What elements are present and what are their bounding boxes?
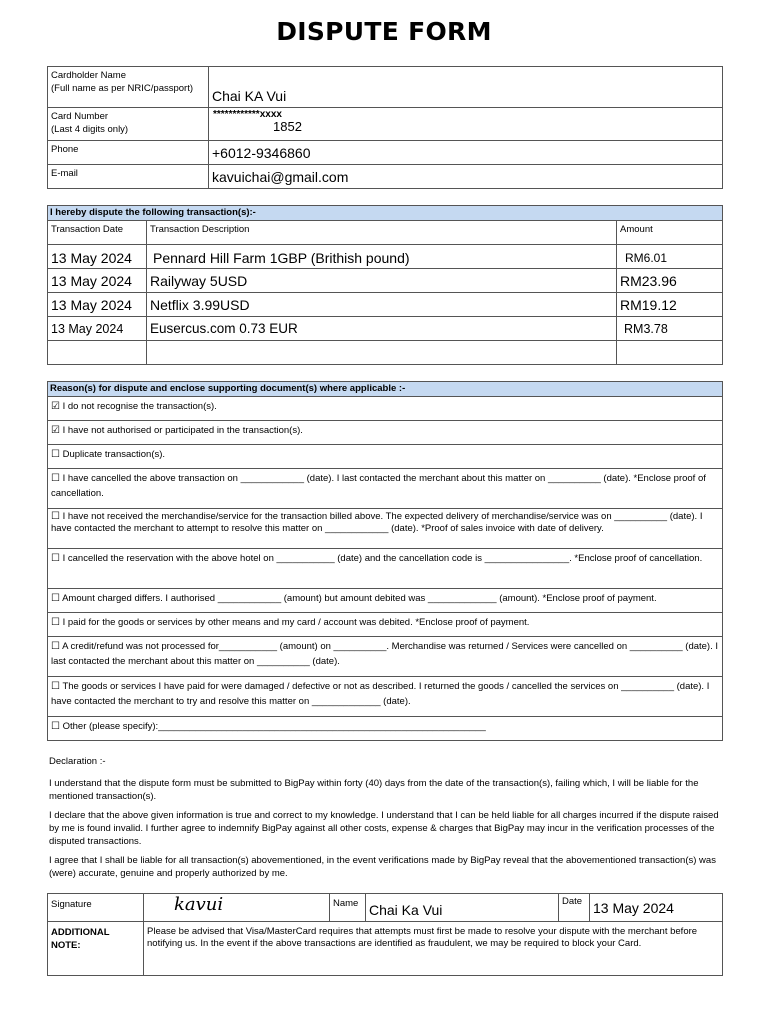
table-row (48, 341, 723, 365)
txn-desc[interactable]: Netflix 3.99USD (147, 293, 617, 317)
checkbox-icon[interactable]: ☐ (51, 593, 60, 604)
col-desc-header: Transaction Description (147, 221, 617, 245)
checkbox-icon[interactable]: ☐ (51, 473, 60, 484)
date-field[interactable]: 13 May 2024 (590, 894, 723, 922)
reasons-table (47, 381, 723, 741)
txn-desc[interactable]: Pennard Hill Farm 1GBP (Brithish pound) (147, 245, 617, 269)
txn-date[interactable]: 13 May 2024 (48, 269, 147, 293)
table-row (48, 293, 723, 317)
txn-amount[interactable]: RM23.96 (617, 269, 723, 293)
table-row (48, 245, 723, 269)
name-field[interactable]: Chai Ka Vui (366, 894, 559, 922)
reason-item[interactable]: ☐ The goods or services I have paid for were damaged / defective or not as described. I returned the goods / cancelled the services on __________ (date). I have contacted the merchant to try and resolve this matter on _____________ (date). (48, 677, 723, 717)
checkbox-icon[interactable]: ☐ (51, 449, 60, 460)
checkbox-icon[interactable]: ☐ (51, 617, 60, 628)
signature-table (47, 893, 723, 976)
col-amount-header: Amount (617, 221, 723, 245)
txn-date[interactable] (48, 341, 147, 365)
txn-date[interactable]: 13 May 2024 (48, 293, 147, 317)
phone-field[interactable]: +6012-9346860 (209, 141, 723, 165)
txn-desc[interactable]: Eusercus.com 0.73 EUR (147, 317, 617, 341)
table-row (48, 317, 723, 341)
reason-item[interactable]: ☐ I cancelled the reservation with the above hotel on ___________ (date) and the cancellation code is ________________. *Enclose proof of cancellation. (48, 549, 723, 589)
reason-item[interactable]: ☐ I have not received the merchandise/service for the transaction billed above. The expected delivery of merchandise/service was on __________ (date). I have contacted the merchant to attempt to resolve this matter on ____________ (date). *Proof of sales invoice with date of delivery. (48, 509, 723, 549)
card-number-label: Card Number (Last 4 digits only) (48, 108, 209, 141)
reason-item[interactable]: ☐ Amount charged differs. I authorised ____________ (amount) but amount debited was _____________ (amount). *Enclose proof of payment. (48, 589, 723, 613)
email-field[interactable]: kavuichai@gmail.com (209, 165, 723, 189)
declaration (49, 755, 721, 886)
reason-item[interactable]: ☐ I have cancelled the above transaction on ____________ (date). I last contacted the merchant about this matter on __________ (date). *Enclose proof of cancellation. (48, 469, 723, 509)
txn-desc[interactable]: Railyway 5USD (147, 269, 617, 293)
col-date-header: Transaction Date (48, 221, 147, 245)
checkbox-icon[interactable]: ☐ (51, 641, 60, 652)
declaration-paragraph: I agree that I shall be liable for all transaction(s) abovementioned, in the event verifications made by BigPay reveal that the abovementioned transaction(s) was (were) accurate, genuine and properly authorized by me. (49, 855, 716, 879)
txn-date[interactable]: 13 May 2024 (48, 317, 147, 341)
txn-date[interactable]: 13 May 2024 (48, 245, 147, 269)
reason-item[interactable]: ☐ I paid for the goods or services by other means and my card / account was debited. *Enclose proof of payment. (48, 613, 723, 637)
reason-item[interactable]: ☑ I do not recognise the transaction(s). (48, 397, 723, 421)
signature-image: kavui (174, 894, 224, 915)
declaration-paragraph: I understand that the dispute form must be submitted to BigPay within forty (40) days from the date of the transaction(s), failing which, I will be liable for the mentioned transaction(s). (49, 778, 699, 802)
name-label: Name (330, 894, 366, 922)
declaration-heading: Declaration :- (49, 756, 106, 767)
reasons-header: Reason(s) for dispute and enclose supporting document(s) where applicable :- (48, 382, 723, 397)
cardholder-name-field[interactable]: Chai KA Vui (209, 67, 723, 108)
txn-desc[interactable] (147, 341, 617, 365)
page-title: DISPUTE FORM (276, 17, 492, 46)
checkbox-icon[interactable]: ☐ (51, 553, 60, 564)
additional-note-text: Please be advised that Visa/MasterCard requires that attempts must first be made to resolve your dispute with the merchant before notifying us. In the event if the above transactions are identified as fraudulent, we may be required to block your Card. (144, 922, 723, 976)
checkbox-icon[interactable]: ☐ (51, 511, 60, 522)
checkbox-icon[interactable]: ☐ (51, 681, 60, 692)
reason-item[interactable]: ☑ I have not authorised or participated in the transaction(s). (48, 421, 723, 445)
txn-amount[interactable] (617, 341, 723, 365)
reason-item[interactable]: ☐ A credit/refund was not processed for___________ (amount) on __________. Merchandise was returned / Services were cancelled on __________ (date). I last contacted the merchant about this matter on __________ (date). (48, 637, 723, 677)
phone-label: Phone (48, 141, 209, 165)
txn-amount[interactable]: RM19.12 (617, 293, 723, 317)
table-row (48, 269, 723, 293)
txn-amount[interactable]: RM6.01 (617, 245, 723, 269)
additional-note-label: ADDITIONAL NOTE: (48, 922, 144, 976)
date-label: Date (559, 894, 590, 922)
transactions-header: I hereby dispute the following transaction(s):- (48, 206, 723, 221)
transactions-table (47, 205, 723, 365)
txn-amount[interactable]: RM3.78 (617, 317, 723, 341)
reason-item[interactable]: ☐ Other (please specify):______________________________________________________________ (48, 717, 723, 741)
cardholder-table (47, 66, 723, 189)
cardholder-name-label: Cardholder Name (Full name as per NRIC/passport) (48, 67, 209, 108)
declaration-paragraph: I declare that the above given information is true and correct to my knowledge. I understand that I can be held liable for all charges incurred if the dispute raised by me is found invalid. I further agree to indemnify BigPay against all other costs, expense & charges that BigPay may incur in the verification processes of the disputed transactions. (49, 810, 719, 847)
checkbox-icon[interactable]: ☐ (51, 721, 60, 732)
checkbox-checked-icon[interactable]: ☑ (51, 425, 60, 436)
card-number-field[interactable]: ************xxxx 1852 (209, 108, 723, 141)
email-label: E-mail (48, 165, 209, 189)
reason-item[interactable]: ☐ Duplicate transaction(s). (48, 445, 723, 469)
signature-label: Signature (48, 894, 144, 922)
signature-field[interactable] (144, 894, 330, 922)
checkbox-checked-icon[interactable]: ☑ (51, 401, 60, 412)
